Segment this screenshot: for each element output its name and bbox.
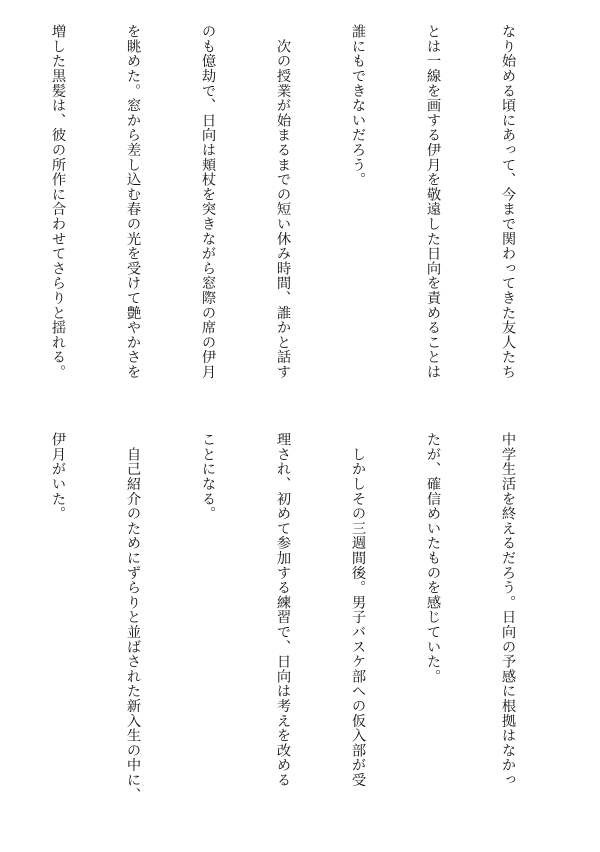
text-line: とは一線を画する伊月を敬遠した日向を責めることは <box>425 24 441 380</box>
text-line: たが、確信めいたものを感じていた。 <box>425 432 441 684</box>
lower-text-block <box>30 432 570 816</box>
text-line: 理され、初めて参加する練習で、日向は考えを改める <box>275 432 291 788</box>
text-line: しかしその三週間後。男子バスケ部への仮入部が受 <box>350 432 366 788</box>
text-line: 伊月がいた。 <box>50 432 66 521</box>
text-line: ことになる。 <box>200 432 216 521</box>
text-line: のも億劫で、日向は頬杖を突きながら窓際の席の伊月 <box>200 24 216 380</box>
text-line: 中学生活を終えるだろう。日向の予感に根拠はなかっ <box>500 432 516 788</box>
text-line: 自己紹介のためにずらりと並ばされた新入生の中に、 <box>125 432 141 802</box>
upper-text-block <box>30 24 570 400</box>
text-line: なり始める頃にあって、今まで関わってきた友人たち <box>500 24 516 380</box>
text-line: を眺めた。窓から差し込む春の光を受けて艶やかさを <box>125 24 141 380</box>
text-line: 増した黒髪は、彼の所作に合わせてさらりと揺れる。 <box>50 24 66 380</box>
text-line: 誰にもできないだろう。 <box>350 24 366 187</box>
text-line: 次の授業が始まるまでの短い休み時間、誰かと話す <box>275 24 291 380</box>
